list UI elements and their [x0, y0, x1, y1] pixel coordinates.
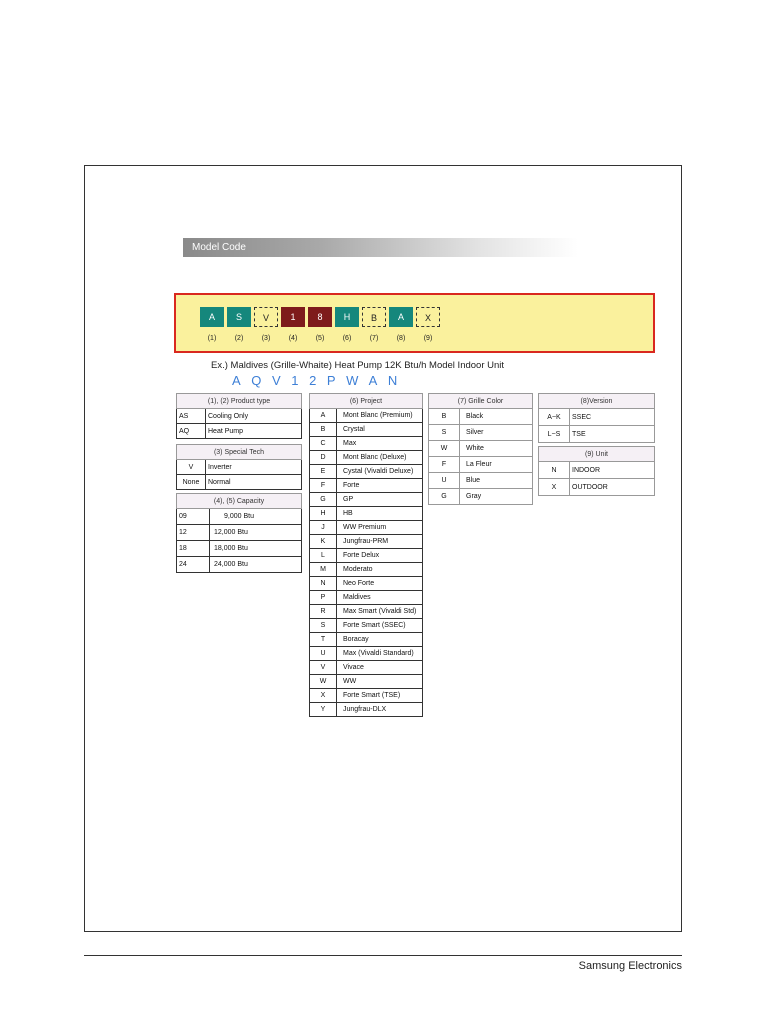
code-position-label: (3): [261, 335, 271, 342]
value-cell: Max Smart (Vivaldi Std): [337, 605, 423, 619]
code-cell: G: [310, 493, 337, 507]
code-cell: 09: [177, 509, 210, 525]
code-cell: F: [310, 479, 337, 493]
value-cell: Cystal (Vivaldi Deluxe): [337, 465, 423, 479]
value-cell: OUTDOOR: [570, 479, 655, 496]
table-header: (6) Project: [310, 394, 423, 409]
product-type-table: [176, 393, 302, 439]
value-cell: Blue: [460, 473, 533, 489]
table-row: [429, 473, 533, 489]
example-code: AQV12PWAN: [232, 373, 408, 388]
value-cell: Jungfrau-DLX: [337, 703, 423, 717]
value-cell: Inverter: [206, 460, 302, 475]
code-cell: E: [310, 465, 337, 479]
code-cell: AQ: [177, 424, 206, 439]
code-cell-1: A: [200, 307, 224, 327]
code-position-label: (2): [234, 335, 244, 342]
code-cell: R: [310, 605, 337, 619]
code-cell: S: [310, 619, 337, 633]
code-cell: J: [310, 521, 337, 535]
code-cell: X: [539, 479, 570, 496]
value-cell: Moderato: [337, 563, 423, 577]
value-cell: White: [460, 441, 533, 457]
code-cell: G: [429, 489, 460, 505]
table-row: [310, 451, 423, 465]
value-cell: Neo Forte: [337, 577, 423, 591]
table-row: [310, 633, 423, 647]
table-row: [310, 521, 423, 535]
code-cell: H: [310, 507, 337, 521]
value-cell: Forte Smart (TSE): [337, 689, 423, 703]
value-cell: Vivace: [337, 661, 423, 675]
code-cell-4: 1: [281, 307, 305, 327]
table-row: [310, 423, 423, 437]
code-cell: A~K: [539, 409, 570, 426]
value-cell: GP: [337, 493, 423, 507]
example-text: Ex.) Maldives (Grille-Whaite) Heat Pump 12K Btu/h Model Indoor Unit: [211, 360, 505, 371]
code-cell: U: [310, 647, 337, 661]
code-cell-7: B: [362, 307, 386, 327]
code-cell: V: [310, 661, 337, 675]
table-row: [310, 563, 423, 577]
table-row: [310, 591, 423, 605]
value-cell: TSE: [570, 426, 655, 443]
table-row: [310, 549, 423, 563]
value-cell: Forte Smart (SSEC): [337, 619, 423, 633]
code-position-label: (6): [342, 335, 352, 342]
code-cell: 18: [177, 541, 210, 557]
code-cell-8: A: [389, 307, 413, 327]
code-position-label: (1): [207, 335, 217, 342]
code-position-label: (8): [396, 335, 406, 342]
code-cell: L: [310, 549, 337, 563]
code-cell: T: [310, 633, 337, 647]
table-header: (9) Unit: [539, 447, 655, 462]
value-cell: Mont Blanc (Deluxe): [337, 451, 423, 465]
value-cell: Maldives: [337, 591, 423, 605]
table-row: [310, 507, 423, 521]
table-header: (8)Version: [539, 394, 655, 409]
value-cell: HB: [337, 507, 423, 521]
table-row: [310, 619, 423, 633]
value-cell: Cooling Only: [206, 409, 302, 424]
code-cell-3: V: [254, 307, 278, 327]
value-cell: Max: [337, 437, 423, 451]
table-row: [429, 425, 533, 441]
table-row: [310, 675, 423, 689]
value-cell: 9,000 Btu: [210, 509, 302, 525]
table-row: [310, 409, 423, 423]
value-cell: Mont Blanc (Premium): [337, 409, 423, 423]
code-cell: C: [310, 437, 337, 451]
value-cell: WW Premium: [337, 521, 423, 535]
code-cell: 24: [177, 557, 210, 573]
grille-color-table: [428, 393, 533, 505]
code-cell: N: [310, 577, 337, 591]
code-cell: W: [310, 675, 337, 689]
section-title-bar: Model Code: [183, 238, 578, 257]
value-cell: Crystal: [337, 423, 423, 437]
table-row: [310, 535, 423, 549]
value-cell: Normal: [206, 475, 302, 490]
capacity-table: [176, 493, 302, 573]
project-table: [309, 393, 423, 717]
code-cell-6: H: [335, 307, 359, 327]
value-cell: INDOOR: [570, 462, 655, 479]
special-tech-table: [176, 444, 302, 490]
table-header: (7) Grille Color: [429, 394, 533, 409]
footer-brand: Samsung Electronics: [578, 960, 682, 972]
code-cell: P: [310, 591, 337, 605]
code-cell: N: [539, 462, 570, 479]
version-table: [538, 393, 655, 443]
table-header: (4), (5) Capacity: [177, 494, 302, 509]
value-cell: La Fleur: [460, 457, 533, 473]
code-cell: V: [177, 460, 206, 475]
code-cell: L~S: [539, 426, 570, 443]
table-row: [310, 647, 423, 661]
code-cell: B: [429, 409, 460, 425]
code-position-label: (7): [369, 335, 379, 342]
table-header: (1), (2) Product type: [177, 394, 302, 409]
table-row: [429, 489, 533, 505]
code-cell: S: [429, 425, 460, 441]
value-cell: Black: [460, 409, 533, 425]
code-cell: K: [310, 535, 337, 549]
code-cell: Y: [310, 703, 337, 717]
value-cell: Max (Vivaldi Standard): [337, 647, 423, 661]
table-row: [310, 493, 423, 507]
value-cell: 18,000 Btu: [210, 541, 302, 557]
table-row: [429, 441, 533, 457]
code-cell: A: [310, 409, 337, 423]
code-cell: W: [429, 441, 460, 457]
table-row: [310, 605, 423, 619]
footer-divider: [84, 955, 682, 956]
unit-table: [538, 446, 655, 496]
code-cell-2: S: [227, 307, 251, 327]
table-row: [310, 703, 423, 717]
table-row: [310, 437, 423, 451]
value-cell: WW: [337, 675, 423, 689]
code-cell: AS: [177, 409, 206, 424]
table-row: [310, 661, 423, 675]
code-cell: D: [310, 451, 337, 465]
value-cell: 12,000 Btu: [210, 525, 302, 541]
code-cell: None: [177, 475, 206, 490]
value-cell: 24,000 Btu: [210, 557, 302, 573]
value-cell: Forte Delux: [337, 549, 423, 563]
code-cell: U: [429, 473, 460, 489]
table-row: [310, 689, 423, 703]
table-row: [429, 409, 533, 425]
code-cell: M: [310, 563, 337, 577]
value-cell: Jungfrau-PRM: [337, 535, 423, 549]
code-cell-5: 8: [308, 307, 332, 327]
value-cell: SSEC: [570, 409, 655, 426]
value-cell: Forte: [337, 479, 423, 493]
code-position-label: (4): [288, 335, 298, 342]
table-header: (3) Special Tech: [177, 445, 302, 460]
table-row: [310, 479, 423, 493]
code-position-label: (9): [423, 335, 433, 342]
value-cell: Heat Pump: [206, 424, 302, 439]
code-cell: 12: [177, 525, 210, 541]
code-cell: X: [310, 689, 337, 703]
code-cell: F: [429, 457, 460, 473]
code-position-label: (5): [315, 335, 325, 342]
value-cell: Boracay: [337, 633, 423, 647]
code-cell: B: [310, 423, 337, 437]
code-cell-9: X: [416, 307, 440, 327]
table-row: [310, 577, 423, 591]
table-row: [429, 457, 533, 473]
value-cell: Gray: [460, 489, 533, 505]
table-row: [310, 465, 423, 479]
value-cell: Silver: [460, 425, 533, 441]
